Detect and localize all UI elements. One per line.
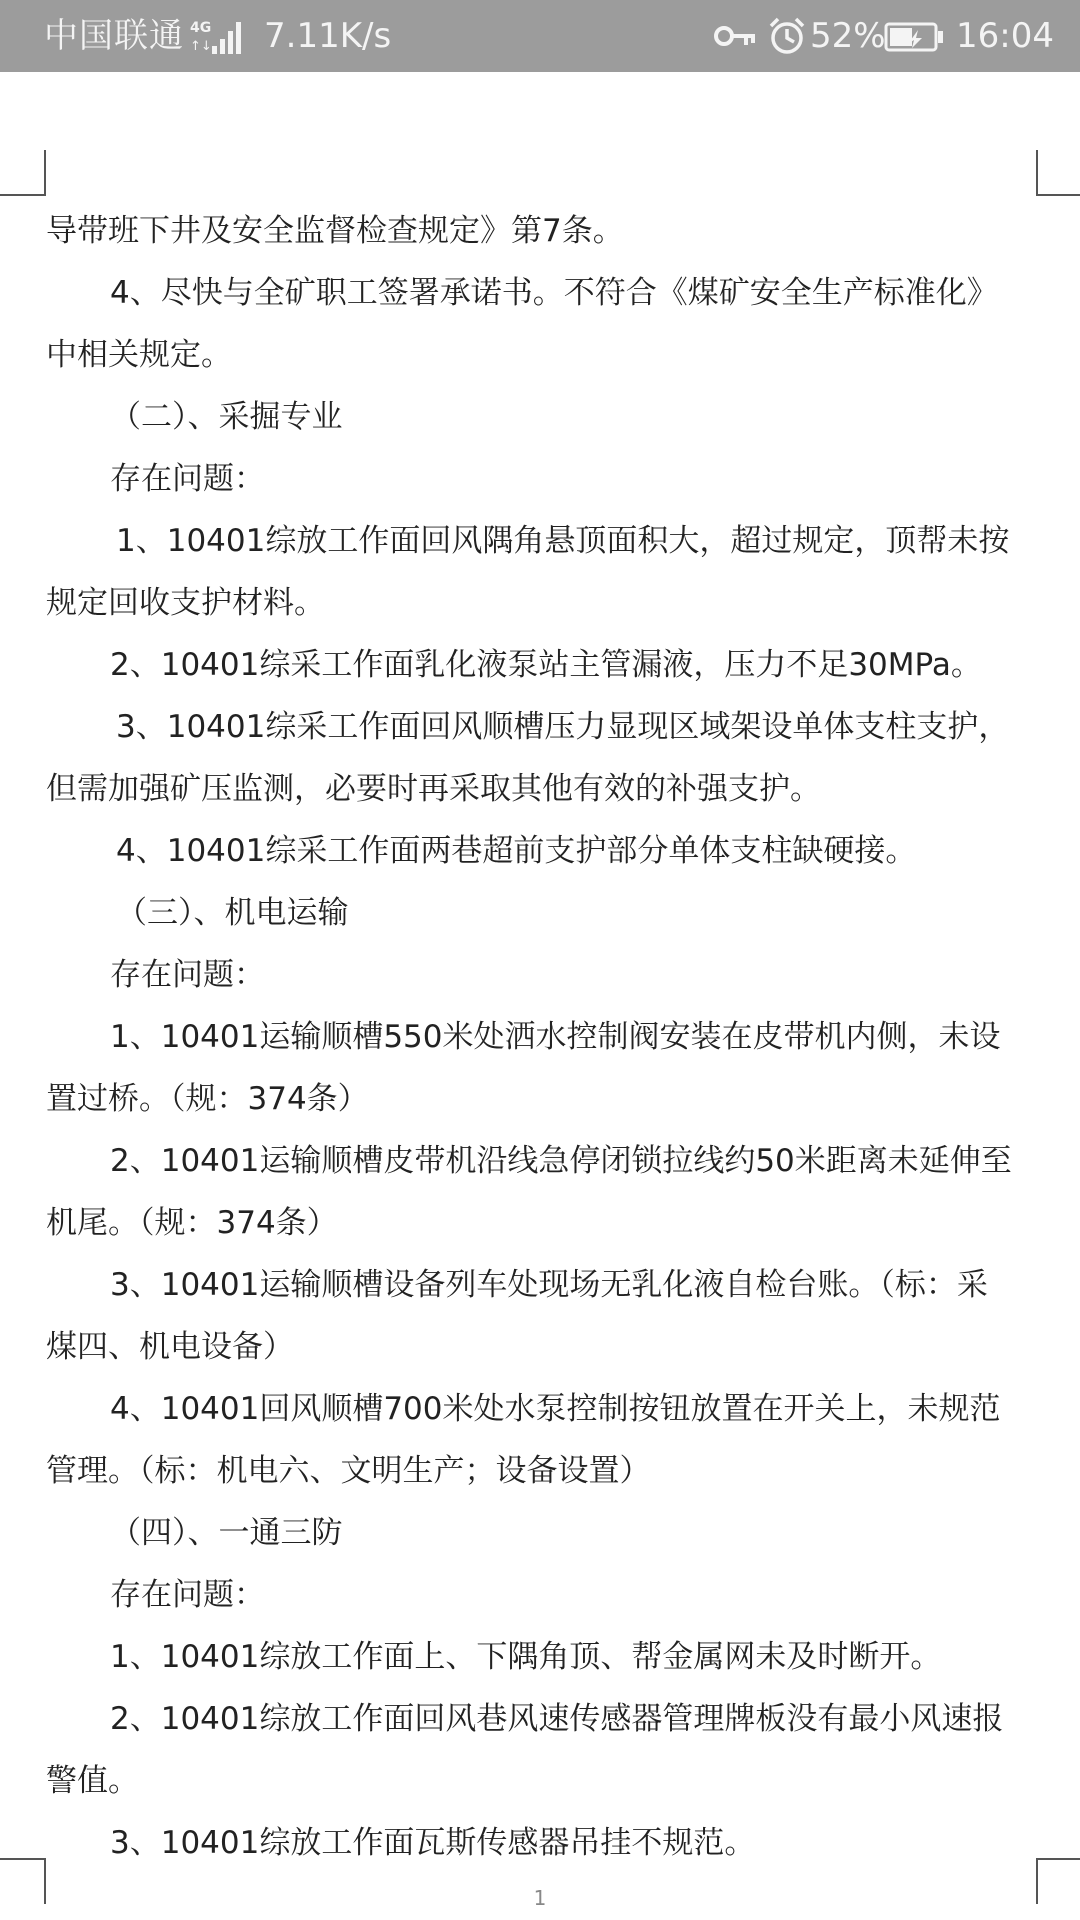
alarm-icon [768,16,806,56]
clock-label: 16:04 [956,16,1054,56]
signal-icon [190,16,244,56]
doc-line: 警值。 [46,1763,139,1799]
doc-line: 导带班下井及安全监督检查规定》第7条。 [46,213,624,249]
subheading: 存在问题： [110,461,265,497]
doc-line: 置过桥。（规：374条） [46,1081,369,1117]
battery-icon [884,22,944,52]
page-corner-mark-top-left [0,150,46,196]
doc-line: 4、10401综采工作面两巷超前支护部分单体支柱缺硬接。 [116,833,917,869]
page-number: 1 [533,1886,547,1910]
status-bar [0,0,1080,72]
doc-line: 管理。（标：机电六、文明生产；设备设置） [46,1453,651,1489]
subheading: 存在问题： [110,957,265,993]
network-type-label: 4G [190,20,212,36]
net-speed-label: 7.11K/s [264,16,392,56]
doc-line: 4、10401回风顺槽700米处水泵控制按钮放置在开关上，未规范 [110,1391,1001,1427]
doc-line: 2、10401综采工作面乳化液泵站主管漏液，压力不足30MPa。 [110,647,982,683]
page-corner-mark-top-right [1036,150,1080,196]
doc-line: 3、10401运输顺槽设备列车处现场无乳化液自检台账。（标：采 [110,1267,988,1303]
doc-line: 1、10401综放工作面上、下隅角顶、帮金属网未及时断开。 [110,1639,942,1675]
section-heading: （四）、一通三防 [110,1515,343,1551]
section-heading: （三）、机电运输 [116,895,349,931]
doc-line: 2、10401综放工作面回风巷风速传感器管理牌板没有最小风速报 [110,1701,1004,1737]
document-page[interactable] [46,200,1036,1874]
doc-line: 但需加强矿压监测，必要时再采取其他有效的补强支护。 [46,771,821,807]
doc-line: 2、10401运输顺槽皮带机沿线急停闭锁拉线约50米距离未延伸至 [110,1143,1012,1179]
section-heading: （二）、采掘专业 [110,399,343,435]
doc-line: 4、尽快与全矿职工签署承诺书。不符合《煤矿安全生产标准化》 [110,275,998,311]
doc-line: 1、10401运输顺槽550米处洒水控制阀安装在皮带机内侧，未设 [110,1019,1001,1055]
key-icon [714,20,758,52]
subheading: 存在问题： [110,1577,265,1613]
doc-line: 规定回收支护材料。 [46,585,325,621]
doc-line: 3、10401综采工作面回风顺槽压力显现区域架设单体支柱支护， [116,709,1010,745]
doc-line: 机尾。（规：374条） [46,1205,338,1241]
battery-percent-label: 52% [810,16,886,56]
carrier-label: 中国联通 [44,16,184,56]
doc-line: 3、10401综放工作面瓦斯传感器吊挂不规范。 [110,1825,756,1861]
doc-line: 中相关规定。 [46,337,232,373]
doc-line: 煤四、机电设备） [46,1329,294,1365]
doc-line: 1、10401综放工作面回风隅角悬顶面积大，超过规定，顶帮未按 [116,523,1010,559]
svg-text:↑↓: ↑↓ [190,39,212,54]
